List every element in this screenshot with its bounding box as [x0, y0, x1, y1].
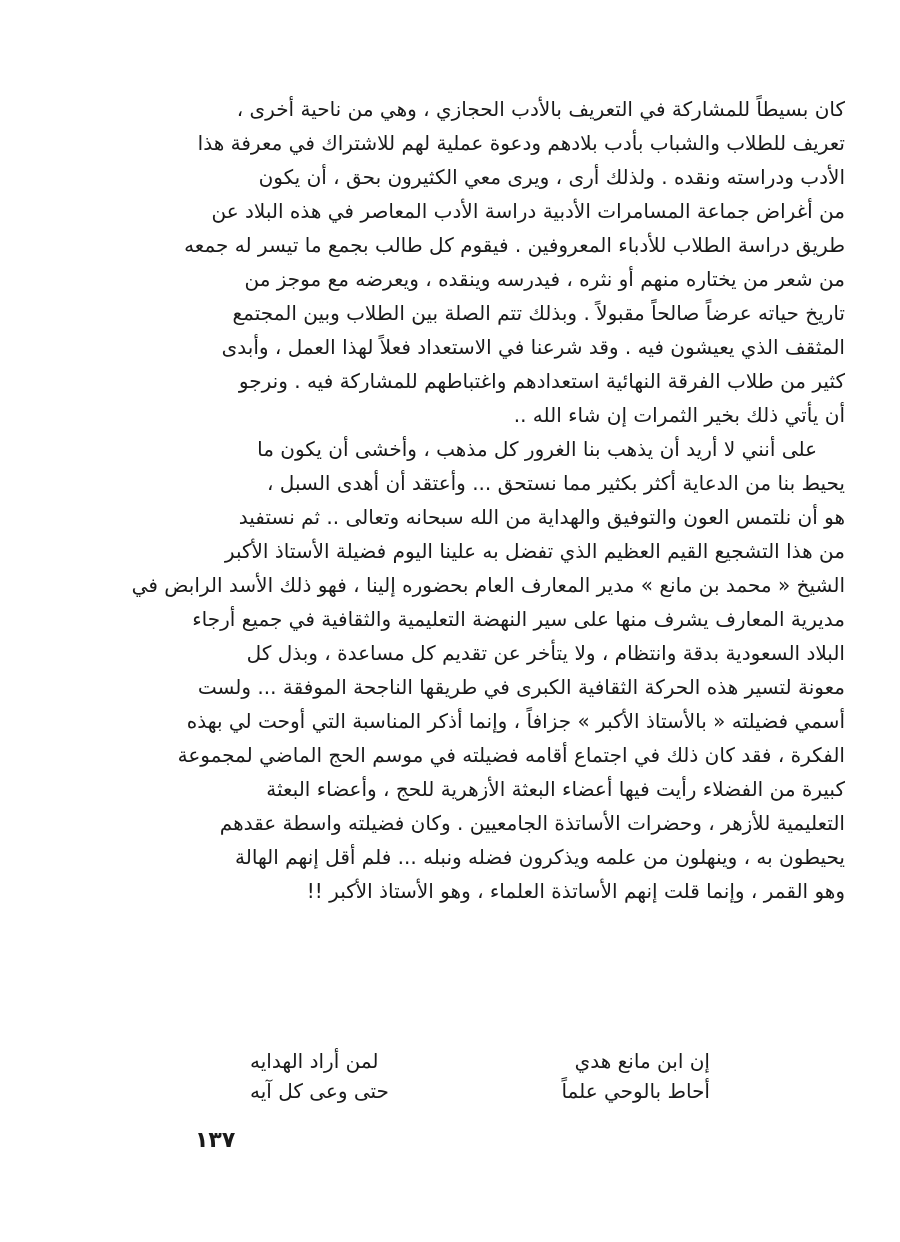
text-line: يحيط بنا من الدعاية أكثر بكثير مما نستحق ... وأعتقد أن أهدى السبل ،	[266, 471, 845, 495]
text-line: يحيطون به ، وينهلون من علمه ويذكرون فضله ونبله ... فلم أقل إنهم الهالة	[235, 845, 845, 869]
text-line: من هذا التشجيع القيم العظيم الذي تفضل به علينا اليوم فضيلة الأستاذ الأكبر	[224, 539, 845, 563]
text-line: كثير من طلاب الفرقة النهائية استعدادهم واغتباطهم للمشاركة فيه . ونرجو	[238, 369, 845, 393]
text-line: مديرية المعارف يشرف منها على سير النهضة التعليمية والثقافية في جميع أرجاء	[192, 607, 845, 631]
text-line: تاريخ حياته عرضاً صالحاً مقبولاً . وبذلك تتم الصلة بين الطلاب وبين المجتمع	[232, 301, 845, 325]
page-number: ١٣٧	[195, 1128, 236, 1153]
text-line: التعليمية للأزهر ، وحضرات الأساتذة الجامعيين . وكان فضيلته واسطة عقدهم	[219, 811, 845, 835]
text-line: أسمي فضيلته « بالأستاذ الأكبر » جزافاً ، وإنما أذكر المناسبة التي أوحت لي بهذه	[186, 709, 845, 733]
text-line: كبيرة من الفضلاء رأيت فيها أعضاء البعثة الأزهرية للحج ، وأعضاء البعثة	[266, 777, 845, 801]
text-line: طريق دراسة الطلاب للأدباء المعروفين . فيقوم كل طالب بجمع ما تيسر له جمعه	[184, 233, 845, 257]
text-line: وهو القمر ، وإنما قلت إنهم الأساتذة العلماء ، وهو الأستاذ الأكبر !!	[306, 879, 845, 903]
text-line: هو أن نلتمس العون والتوفيق والهداية من الله سبحانه وتعالى .. ثم نستفيد	[238, 505, 845, 529]
text-line: أن يأتي ذلك بخير الثمرات إن شاء الله ..	[513, 403, 845, 427]
paragraph-2	[125, 432, 845, 908]
verse-hemistich-right: أحاط بالوحي علماً	[561, 1079, 710, 1103]
verse-line	[250, 1076, 710, 1106]
paragraph-1	[125, 92, 845, 432]
verse-line	[250, 1046, 710, 1076]
text-line: الأدب ودراسته ونقده . ولذلك أرى ، ويرى معي الكثيرون بحق ، أن يكون	[258, 165, 845, 189]
text-line: الفكرة ، فقد كان ذلك في اجتماع أقامه فضيلته في موسم الحج الماضي لمجموعة	[177, 743, 845, 767]
text-line: من أغراض جماعة المسامرات الأدبية دراسة الأدب المعاصر في هذه البلاد عن	[211, 199, 845, 223]
verse-hemistich-left: حتى وعى كل آيه	[250, 1079, 389, 1103]
poem-verse	[250, 1046, 710, 1106]
text-line: على أنني لا أريد أن يذهب بنا الغرور كل مذهب ، وأخشى أن يكون ما	[257, 437, 817, 461]
text-line: الشيخ « محمد بن مانع » مدير المعارف العام بحضوره إلينا ، فهو ذلك الأسد الرابض في	[131, 573, 845, 597]
text-line: تعريف للطلاب والشباب بأدب بلادهم ودعوة عملية لهم للاشتراك في معرفة هذا	[197, 131, 845, 155]
text-line: معونة لتسير هذه الحركة الثقافية الكبرى في طريقها الناجحة الموفقة ... ولست	[197, 675, 845, 699]
text-line: كان بسيطاً للمشاركة في التعريف بالأدب الحجازي ، وهي من ناحية أخرى ،	[236, 97, 845, 121]
verse-hemistich-left: لمن أراد الهدايه	[250, 1049, 379, 1073]
text-line: البلاد السعودية بدقة وانتظام ، ولا يتأخر عن تقديم كل مساعدة ، وبذل كل	[246, 641, 845, 665]
verse-hemistich-right: إن ابن مانع هدي	[574, 1049, 710, 1073]
body-text	[125, 92, 845, 908]
text-line: المثقف الذي يعيشون فيه . وقد شرعنا في الاستعداد فعلاً لهذا العمل ، وأبدى	[221, 335, 845, 359]
text-line: من شعر من يختاره منهم أو نثره ، فيدرسه وينقده ، ويعرضه مع موجز من	[244, 267, 845, 291]
